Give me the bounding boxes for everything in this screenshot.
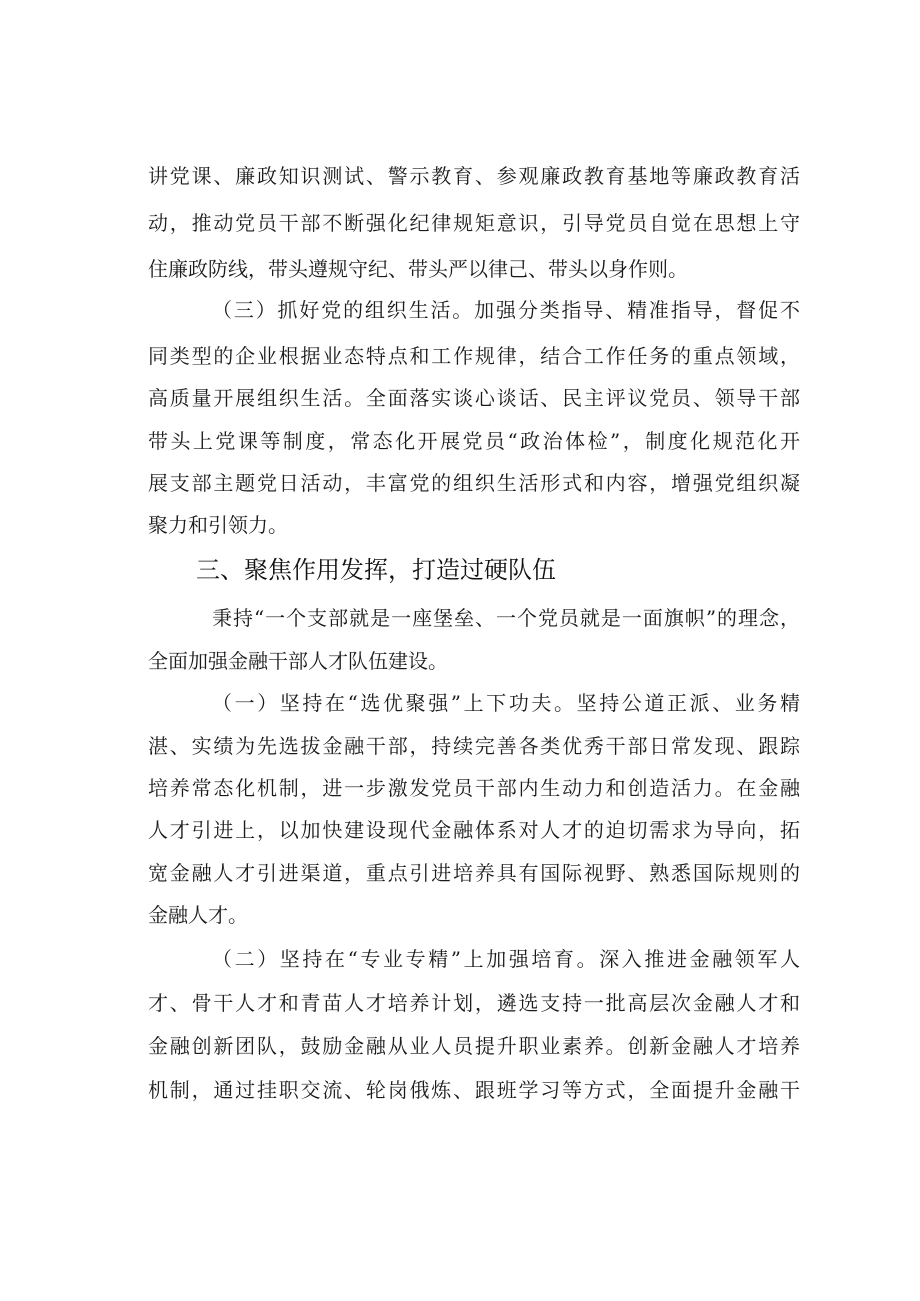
section-heading: 三、聚焦作用发挥，打造过硬队伍 xyxy=(196,556,556,584)
paragraph-5-line-3: 金融创新团队，鼓励金融从业人员提升职业素养。创新金融人才培养 xyxy=(148,1034,800,1058)
paragraph-2-line-2: 同类型的企业根据业态特点和工作规律，结合工作任务的重点领域， xyxy=(148,344,800,368)
paragraph-3-line-2: 全面加强金融干部人才队伍建设。 xyxy=(148,649,448,673)
paragraph-4-line-6: 金融人才。 xyxy=(148,903,248,927)
paragraph-2-line-3: 高质量开展组织生活。全面落实谈心谈话、民主评议党员、领导干部 xyxy=(148,386,800,410)
paragraph-4-line-1: （一）坚持在“选优聚强”上下功夫。坚持公道正派、业务精 xyxy=(212,691,800,715)
paragraph-5-line-2: 才、骨干人才和青苗人才培养计划，遴选支持一批高层次金融人才和 xyxy=(148,991,800,1015)
paragraph-1-line-3: 住廉政防线，带头遵规守纪、带头严以律己、带头以身作则。 xyxy=(148,257,688,281)
paragraph-2-line-6: 聚力和引领力。 xyxy=(148,513,288,537)
paragraph-5-line-4: 机制，通过挂职交流、轮岗俄炼、跟班学习等方式，全面提升金融干 xyxy=(148,1078,800,1102)
paragraph-2-line-5: 展支部主题党日活动，丰富党的组织生活形式和内容，增强党组织凝 xyxy=(148,471,800,495)
paragraph-2-line-1: （三）抓好党的组织生活。加强分类指导、精准指导，督促不 xyxy=(212,298,800,322)
paragraph-4-line-4: 人才引进上，以加快建设现代金融体系对人才的迫切需求为导向，拓 xyxy=(148,818,800,842)
paragraph-5-line-1: （二）坚持在“专业专精”上加强培育。深入推进金融领军人 xyxy=(212,947,800,971)
paragraph-4-line-5: 宽金融人才引进渠道，重点引进培养具有国际视野、熟悉国际规则的 xyxy=(148,861,800,885)
paragraph-4-line-3: 培养常态化机制，进一步激发党员干部内生动力和创造活力。在金融 xyxy=(148,776,800,800)
paragraph-3-line-1: 秉持“一个支部就是一座堡垒、一个党员就是一面旗帜”的理念， xyxy=(212,606,800,630)
paragraph-1-line-2: 动，推动党员干部不断强化纪律规矩意识，引导党员自觉在思想上守 xyxy=(148,211,800,235)
paragraph-1-line-1: 讲党课、廉政知识测试、警示教育、参观廉政教育基地等廉政教育活 xyxy=(148,164,800,188)
paragraph-4-line-2: 湛、实绩为先选拔金融干部，持续完善各类优秀干部日常发现、跟踪 xyxy=(148,734,800,758)
paragraph-2-line-4: 带头上党课等制度，常态化开展党员“政治体检”，制度化规范化开 xyxy=(148,429,800,453)
